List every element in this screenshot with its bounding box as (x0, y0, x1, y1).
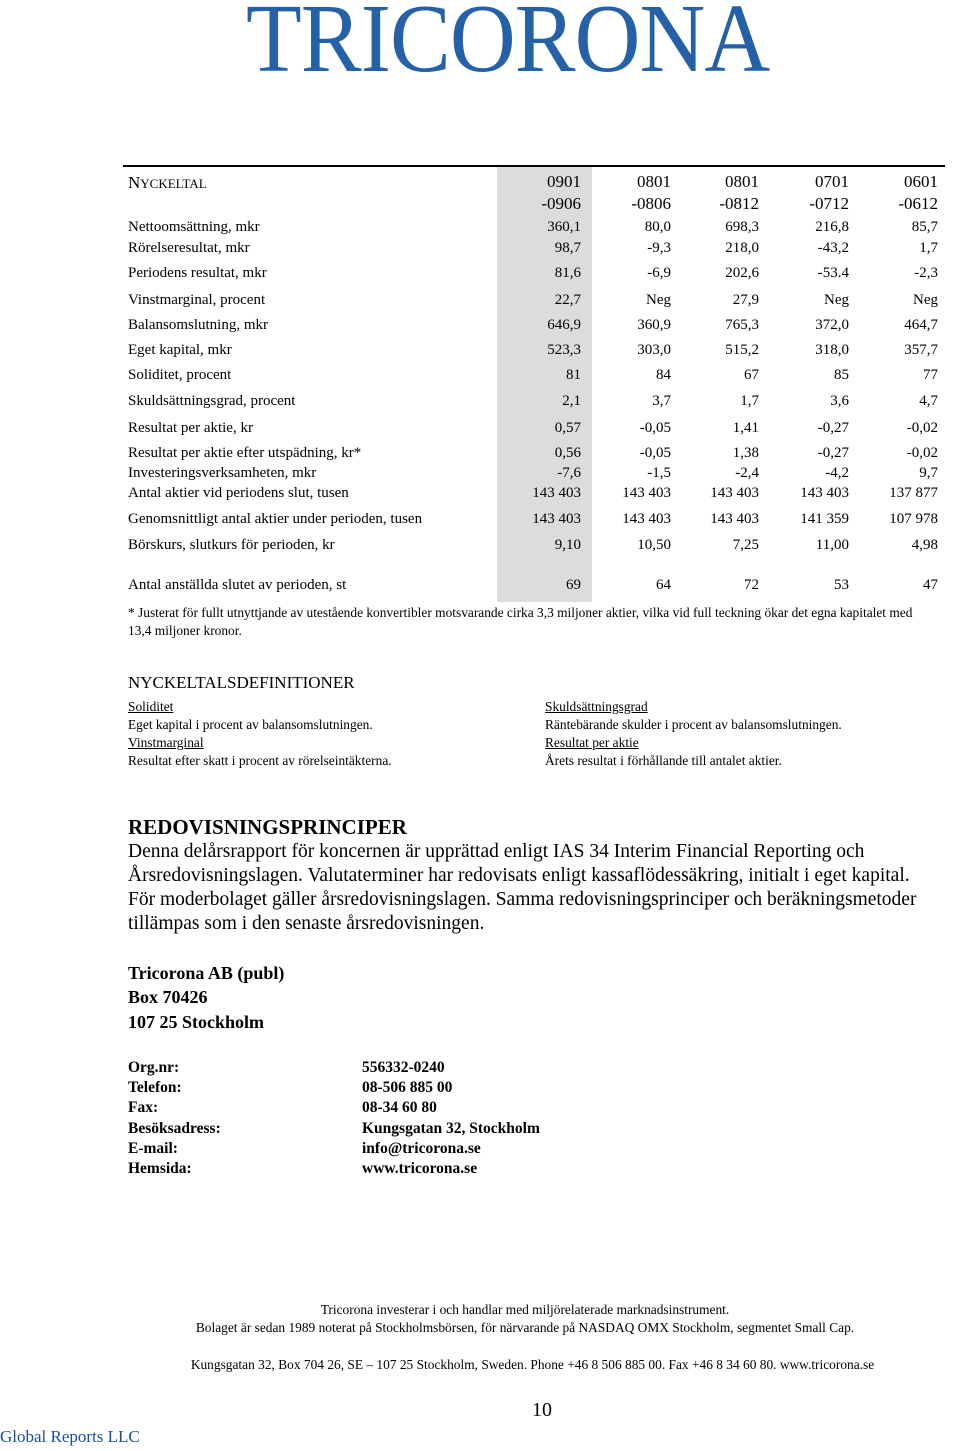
table-cell: -0,02 (906, 420, 938, 436)
contact-label-email: E-mail: (128, 1140, 178, 1157)
table-cell: 4,7 (919, 393, 938, 409)
period-header-end: -0712 (809, 194, 849, 213)
period-header-end: -0806 (631, 194, 671, 213)
definition-desc-skuldsattningsgrad: Räntebärande skulder i procent av balansomslutningen. (545, 717, 842, 732)
table-row-label: Genomsnittligt antal aktier under perioden, tusen (128, 511, 423, 527)
definition-desc-soliditet: Eget kapital i procent av balansomslutningen. (128, 717, 373, 732)
period-header-start: 0801 (637, 172, 671, 191)
table-cell: 0,57 (554, 420, 581, 436)
definition-term-soliditet: Soliditet (128, 699, 174, 714)
table-cell: 143 403 (800, 485, 849, 501)
table-cell: 143 403 (622, 511, 671, 527)
definition-term-vinstmarginal: Vinstmarginal (128, 735, 204, 750)
table-cell: 765,3 (725, 317, 759, 333)
table-cell: 216,8 (815, 219, 849, 235)
table-cell: 2,1 (562, 393, 581, 409)
contact-value-fax: 08-34 60 80 (362, 1099, 437, 1116)
table-cell: -1,5 (647, 465, 671, 481)
table-cell: 357,7 (904, 342, 938, 358)
footer-line-2: Bolaget är sedan 1989 noterat på Stockholmsbörsen, för närvarande på NASDAQ OMX Stockholm, segmentet Small Cap. (195, 1320, 855, 1335)
period-header-end: -0906 (541, 194, 581, 213)
table-row-label: Soliditet, procent (128, 367, 232, 383)
table-cell: 85 (834, 367, 849, 383)
definition-term-skuldsattningsgrad: Skuldsättningsgrad (545, 699, 648, 714)
table-cell: 141 359 (800, 511, 849, 527)
table-cell: 64 (656, 577, 671, 593)
table-cell: 53 (834, 577, 849, 593)
table-title (128, 173, 207, 194)
table-cell: 98,7 (554, 240, 581, 256)
table-cell: -0,02 (906, 445, 938, 461)
contact-value-email[interactable]: info@tricorona.se (362, 1140, 481, 1157)
table-cell: 22,7 (554, 292, 581, 308)
table-cell: 72 (744, 577, 759, 593)
table-row-label: Balansomslutning, mkr (128, 317, 268, 333)
table-cell: -0,05 (639, 420, 671, 436)
table-row-label: Nettoomsättning, mkr (128, 219, 260, 235)
table-cell: 9,10 (554, 537, 581, 553)
period-header-start: 0801 (725, 172, 759, 191)
table-cell: 77 (923, 367, 938, 383)
table-cell: 318,0 (815, 342, 849, 358)
period-header-start: 0901 (547, 172, 581, 191)
table-cell: 1,41 (732, 420, 759, 436)
table-cell: 85,7 (911, 219, 938, 235)
table-cell: -4,2 (825, 465, 849, 481)
table-cell: -9,3 (647, 240, 671, 256)
table-cell: 3,7 (652, 393, 671, 409)
accounting-principles-text: Denna delårsrapport för koncernen är upprättad enligt IAS 34 Interim Financial Reporting och Årsredovisningslagen. Valutaterminer har redovisats enligt kassaflödessäkring, initialt i eget kapital. För moderbolaget gäller årsredovisningslagen. Samma redovisningsprinciper och beräkningsmetoder tillämpas som i den senaste årsredovisningen. (128, 841, 917, 934)
contact-label-orgnr: Org.nr: (128, 1059, 180, 1076)
table-cell: -6,9 (647, 265, 671, 281)
table-cell: 202,6 (725, 265, 759, 281)
table-row-label: Eget kapital, mkr (128, 342, 232, 358)
watermark: Global Reports LLC (0, 1427, 140, 1446)
table-cell: 1,7 (740, 393, 759, 409)
table-cell: 3,6 (830, 393, 849, 409)
contact-value-address: Kungsgatan 32, Stockholm (362, 1120, 540, 1137)
definition-desc-resultat-per-aktie: Årets resultat i förhållande till antalet aktier. (545, 753, 782, 768)
period-header-end: -0812 (719, 194, 759, 213)
contact-label-website: Hemsida: (128, 1160, 192, 1177)
footer-line-1: Tricorona investerar i och handlar med miljörelaterade marknadsinstrument. (320, 1302, 730, 1317)
table-cell: 107 978 (889, 511, 938, 527)
table-row-label: Resultat per aktie, kr (128, 420, 253, 436)
table-cell: -2,4 (735, 465, 759, 481)
table-cell: -2,3 (914, 265, 938, 281)
table-cell: 81,6 (554, 265, 581, 281)
definition-term-resultat-per-aktie: Resultat per aktie (545, 735, 639, 750)
table-cell: 81 (566, 367, 581, 383)
table-cell: 10,50 (637, 537, 671, 553)
table-row-label: Investeringsverksamheten, mkr (128, 465, 317, 481)
postal-box: Box 70426 (128, 987, 208, 1007)
table-cell: -0,27 (817, 445, 849, 461)
table-cell: 1,7 (919, 240, 938, 256)
table-cell: 9,7 (919, 465, 938, 481)
table-cell: 143 403 (622, 485, 671, 501)
table-cell: 47 (923, 577, 938, 593)
table-cell: Neg (824, 292, 849, 308)
table-cell: 698,3 (725, 219, 759, 235)
definitions-title: NYCKELTALSDEFINITIONER (128, 673, 355, 692)
table-cell: Neg (646, 292, 671, 308)
contact-value-orgnr: 556332-0240 (362, 1059, 445, 1076)
table-row-label: Vinstmarginal, procent (128, 292, 266, 308)
table-row-label: Skuldsättningsgrad, procent (128, 393, 296, 409)
contact-label-address: Besöksadress: (128, 1120, 221, 1137)
table-cell: -43,2 (817, 240, 849, 256)
contact-value-phone: 08-506 885 00 (362, 1079, 453, 1096)
table-cell: 0,56 (554, 445, 581, 461)
contact-label-fax: Fax: (128, 1099, 159, 1116)
table-cell: 143 403 (710, 511, 759, 527)
table-cell: 27,9 (732, 292, 759, 308)
table-cell: 218,0 (725, 240, 759, 256)
table-cell: 523,3 (547, 342, 581, 358)
table-cell: 67 (744, 367, 759, 383)
table-cell: 143 403 (710, 485, 759, 501)
footer-line-3: Kungsgatan 32, Box 704 26, SE – 107 25 Stockholm, Sweden. Phone +46 8 506 885 00. Fax +46 8 34 60 80. www.tricorona.se (190, 1357, 875, 1372)
table-cell: -7,6 (557, 465, 581, 481)
table-cell: 80,0 (644, 219, 671, 235)
table-title-text: NYCKELTAL (128, 173, 207, 192)
contact-label-phone: Telefon: (128, 1079, 182, 1096)
table-row-label: Resultat per aktie efter utspädning, kr* (128, 445, 362, 461)
table-cell: 360,9 (637, 317, 671, 333)
table-row-label: Periodens resultat, mkr (128, 265, 267, 281)
table-cell: 372,0 (815, 317, 849, 333)
table-cell: 464,7 (904, 317, 938, 333)
period-header-start: 0701 (815, 172, 849, 191)
table-cell: -0,27 (817, 420, 849, 436)
company-name: Tricorona AB (publ) (128, 963, 285, 983)
table-cell: 143 403 (532, 511, 581, 527)
table-row-label: Antal aktier vid periodens slut, tusen (128, 485, 349, 501)
table-cell: 137 877 (889, 485, 938, 501)
table-cell: 69 (566, 577, 581, 593)
table-row-label: Antal anställda slutet av perioden, st (128, 577, 347, 593)
period-header-end: -0612 (898, 194, 938, 213)
table-cell: Neg (913, 292, 938, 308)
table-row-label: Rörelseresultat, mkr (128, 240, 250, 256)
postal-city: 107 25 Stockholm (128, 1012, 265, 1032)
table-cell: -53.4 (817, 265, 849, 281)
table-cell: 360,1 (547, 219, 581, 235)
accounting-principles-title: REDOVISNINGSPRINCIPER (128, 815, 407, 839)
definition-desc-vinstmarginal: Resultat efter skatt i procent av rörelseintäkterna. (128, 753, 392, 768)
table-cell: 143 403 (532, 485, 581, 501)
table-cell: -0,05 (639, 445, 671, 461)
table-cell: 1,38 (732, 445, 759, 461)
table-cell: 7,25 (732, 537, 759, 553)
table-cell: 515,2 (725, 342, 759, 358)
page-number: 10 (532, 1399, 552, 1421)
table-footnote: * Justerat för fullt utnyttjande av utestående konvertibler motsvarande cirka 3,3 miljoner aktier, vilka vid full teckning ökar det egna kapitalet med 13,4 miljoner kronor. (128, 605, 913, 638)
table-cell: 4,98 (911, 537, 938, 553)
company-logo: TRICORONA (246, 0, 770, 93)
table-cell: 84 (656, 367, 671, 383)
contact-value-website[interactable]: www.tricorona.se (362, 1160, 478, 1177)
period-header-start: 0601 (904, 172, 938, 191)
table-cell: 303,0 (637, 342, 671, 358)
table-row-label: Börskurs, slutkurs för perioden, kr (128, 537, 335, 553)
table-cell: 11,00 (815, 537, 849, 553)
table-cell: 646,9 (547, 317, 581, 333)
